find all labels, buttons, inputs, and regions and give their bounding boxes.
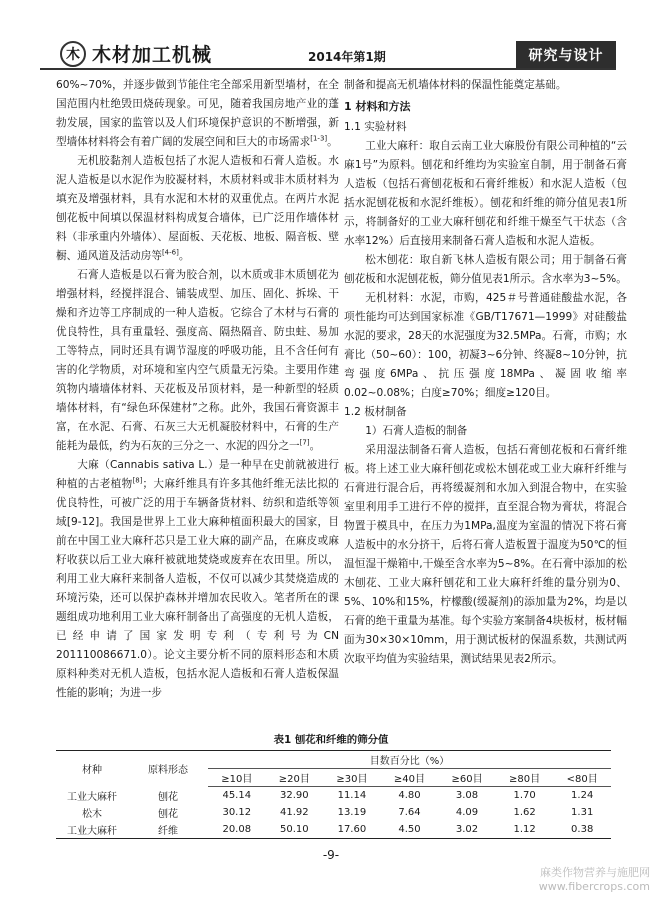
paragraph-text-tail: 。 [178, 250, 190, 262]
paragraph-text: 1 材料和方法 [344, 100, 411, 113]
paragraph-text: 大麻（Cannabis sativa L.）是一种早在史前就被进行种植的古老植物 [56, 459, 339, 490]
paragraph [344, 403, 627, 422]
mesh-header: ≥30目 [323, 769, 381, 787]
cell-material: 松木 [82, 809, 102, 820]
paragraph-text: 1）石膏人造板的制备 [365, 425, 468, 437]
watermark-line2: www.fibercrops.com [538, 880, 650, 893]
right-column [344, 76, 627, 669]
col-form-header: 原料形态 [128, 751, 208, 787]
paragraph [344, 118, 627, 137]
paragraph [344, 76, 627, 95]
cell-form: 刨花 [158, 809, 178, 820]
section-tab: 研究与设计 [516, 41, 616, 68]
cell-material: 工业大麻秆 [56, 821, 128, 839]
cell-value: 1.12 [496, 821, 554, 839]
cell-value: 1.31 [571, 807, 594, 818]
cell-material: 工业大麻秆 [67, 791, 117, 803]
mesh-header: ≥20目 [266, 769, 324, 787]
cell-value: 45.14 [222, 790, 252, 801]
col-group-header: 目数百分比（%） [208, 751, 611, 769]
cell-value: 7.64 [398, 807, 421, 818]
issue-label: 2014年第1期 [308, 50, 386, 64]
paragraph [344, 422, 627, 441]
cell-form: 刨花 [158, 791, 178, 803]
cell-value: 1.24 [571, 790, 594, 801]
cell-value: 3.02 [438, 821, 496, 839]
mesh-header: ≥60目 [438, 769, 496, 787]
cell-value: 1.70 [513, 790, 536, 801]
paragraph-text: 无机材料：水泥，市购，425＃号普通硅酸盐水泥，各项性能均可达到国家标准《GB/T17671—1999》对硅酸盐水泥的要求，28天的水泥强度为32.5MPa。石膏，市购；水膏比（50~60）：100，初凝3~6分钟、终凝8~10分钟，抗弯强度6MPa、抗压强度18MPa、凝固收缩率0.02~0.08%；白度≥70%；细度≥120目。 [344, 292, 627, 399]
sieve-table [56, 750, 611, 839]
paragraph [344, 137, 627, 251]
paragraph [56, 152, 339, 266]
paragraph [344, 251, 627, 289]
table-row [56, 804, 611, 821]
journal-name: 木材加工机械 [92, 44, 213, 66]
paragraph-text: 采用湿法制备石膏人造板，包括石膏刨花板和石膏纤维板。将上述工业大麻秆刨花或松木刨花或工业大麻秆纤维与石膏进行混合后，再将缓凝剂和水加入到混合物中，在实验室里利用手工进行不停的搅拌，直至混合物为膏状，将混合物置于模具中，在压力为1MPa,温度为室温的情况下将石膏人造板中的水分挤干，后将石膏人造板置于温度为50℃的恒温恒湿干燥箱中,干燥至含水率为5~8%。在石膏中添加的松木刨花、工业大麻秆刨花和工业大麻秆纤维的量分别为0、5%、10%和15%，柠檬酸(缓凝剂)的添加量为2%，均是以石膏的绝干重量为基准。每个实验方案制备4块板材，板材幅面为30×30×10mm，用于测试板材的保温系数，共测试两次取平均值为实验结果，测试结果见表2所示。 [344, 444, 627, 665]
watermark [539, 866, 650, 894]
watermark-line1: 麻类作物营养与施肥网 [540, 866, 650, 879]
paragraph-text: 1.2 板材制备 [344, 406, 407, 418]
cell-value: 32.90 [280, 790, 309, 801]
cell-value: 4.80 [398, 790, 421, 801]
paragraph-text: 60%~70%，并逐步做到节能住宅全部采用新型墙材，在全国范围内杜绝毁田烧砖现象。可见，随着我国房地产业的蓬勃发展，国家的监管以及人们环境保护意识的不断增强，新型墙体材料将会有着广阔的发展空间和巨大的市场需求 [56, 79, 339, 148]
paragraph-text: 制备和提高无机墙体材料的保温性能奠定基础。 [344, 79, 567, 91]
paragraph-text: 工业大麻秆：取自云南工业大麻股份有限公司种植的“云麻1号”为原料。刨花和纤维均为实验室自制，用于制备石膏人造板（包括石膏刨花板和石膏纤维板）和水泥人造板（包括水泥刨花板和水泥纤维板）。刨花和纤维的筛分值见表1所示，将制备好的工业大麻秆刨花和纤维干燥至气干状态（含水率12%）后直接用来制备石膏人造板和水泥人造板。 [344, 140, 627, 247]
mesh-header: <80目 [553, 769, 611, 787]
page-header [0, 0, 662, 70]
paragraph-text: 石膏人造板是以石膏为胶合剂，以木质或非木质刨花为增强材料，经搅拌混合、铺装成型、加压、固化、拆垛、干燥和齐边等工序制成的一种人造板。它综合了木材与石膏的优良特性，具有重量轻、强度高、隔热隔音、防虫蛀、易加工等特点，同时还具有调节湿度的呼吸功能，且不含任何有害的化学物质，对环境和室内空气质量无污染。主要用作建筑物内墙墙体材料、天花板及吊顶材料，是一种新型的轻质墙体材料，有“绿色环保建材”之称。此外，我国石膏资源丰富，在水泥、石膏、石灰三大无机凝胶材料中，石膏的生产能耗为最低，约为石灰的三分之一、水泥的四分之一 [56, 269, 339, 452]
mesh-header: ≥10目 [208, 769, 266, 787]
left-column [56, 76, 339, 703]
table-row [56, 821, 611, 839]
paragraph [56, 76, 339, 152]
paragraph [344, 289, 627, 403]
col-material-header: 材种 [56, 751, 128, 787]
cell-value: 4.50 [381, 821, 439, 839]
cell-value: 41.92 [280, 807, 309, 818]
paragraph-text-tail: 。 [309, 440, 321, 452]
header-rule [40, 68, 616, 70]
paragraph [344, 441, 627, 669]
cell-value: 50.10 [266, 821, 324, 839]
citation: [8] [132, 476, 143, 485]
paragraph-text-tail: 。 [327, 136, 338, 148]
table-row [56, 787, 611, 805]
mesh-header: ≥40目 [381, 769, 439, 787]
citation: [1-3] [310, 134, 328, 143]
cell-value: 4.09 [455, 807, 479, 818]
citation: [4-6] [161, 248, 179, 257]
citation: [7] [299, 438, 310, 447]
cell-value: 1.62 [513, 807, 536, 818]
paragraph [56, 456, 339, 703]
paragraph-text: 松木刨花：取自新飞林人造板有限公司；用于制备石膏刨花板和水泥刨花板，筛分值见表1所示。含水率为3~5%。 [344, 254, 627, 285]
cell-value: 30.12 [222, 807, 252, 818]
cell-form: 纤维 [128, 821, 208, 839]
table-title: 表1 刨花和纤维的筛分值 [273, 734, 389, 746]
paragraph [56, 266, 339, 456]
paragraph-text-tail: ；大麻纤维具有许多其他纤维无法比拟的优良特性，可被广泛的用于车辆备货材料、纺织和造纸等领域[9-12]。我国是世界上工业大麻种植面积最大的国家，目前在中国工业大麻秆芯只是工业大麻的副产品，在麻皮或麻籽收获以后工业大麻秆被就地焚烧或废弃在农田里。所以，利用工业大麻秆来制备人造板，不仅可以减少其焚烧造成的环境污染，还可以保护森林并增加农民收入。笔者所在的课题组成功地利用工业大麻秆制备出了高强度的无机人造板，已经申请了国家发明专利（专利号为CN 201110086671.0）。论文主要分析不同的原料形态和木质原料种类对无机人造板，包括水泥人造板和石膏人造板保温性能的影响；为进一步 [56, 478, 340, 699]
journal-logo [60, 40, 212, 67]
logo-emblem-icon: 木 [60, 41, 86, 67]
mesh-header: ≥80目 [496, 769, 554, 787]
paragraph-text: 1.1 实验材料 [344, 121, 407, 133]
page-number: -9- [322, 848, 340, 862]
cell-value: 11.14 [337, 790, 367, 801]
paragraph [344, 97, 627, 116]
cell-value: 3.08 [455, 790, 479, 801]
cell-value: 0.38 [553, 821, 611, 839]
paragraph-text: 无机胶黏剂人造板包括了水泥人造板和石膏人造板。水泥人造板是以水泥作为胶凝材料，木质材料或非木质材料为填充及增强材料，具有水泥和木材的双重优点。在两片水泥刨花板中间填以保温材料构成复合墙体，已广泛用作墙体材料（非承重内外墙体）、屋面板、天花板、地板、隔音板、壁橱、通风道及活动房等 [56, 155, 339, 262]
cell-value: 17.60 [323, 821, 381, 839]
cell-value: 13.19 [337, 807, 367, 818]
cell-value: 20.08 [208, 821, 266, 839]
